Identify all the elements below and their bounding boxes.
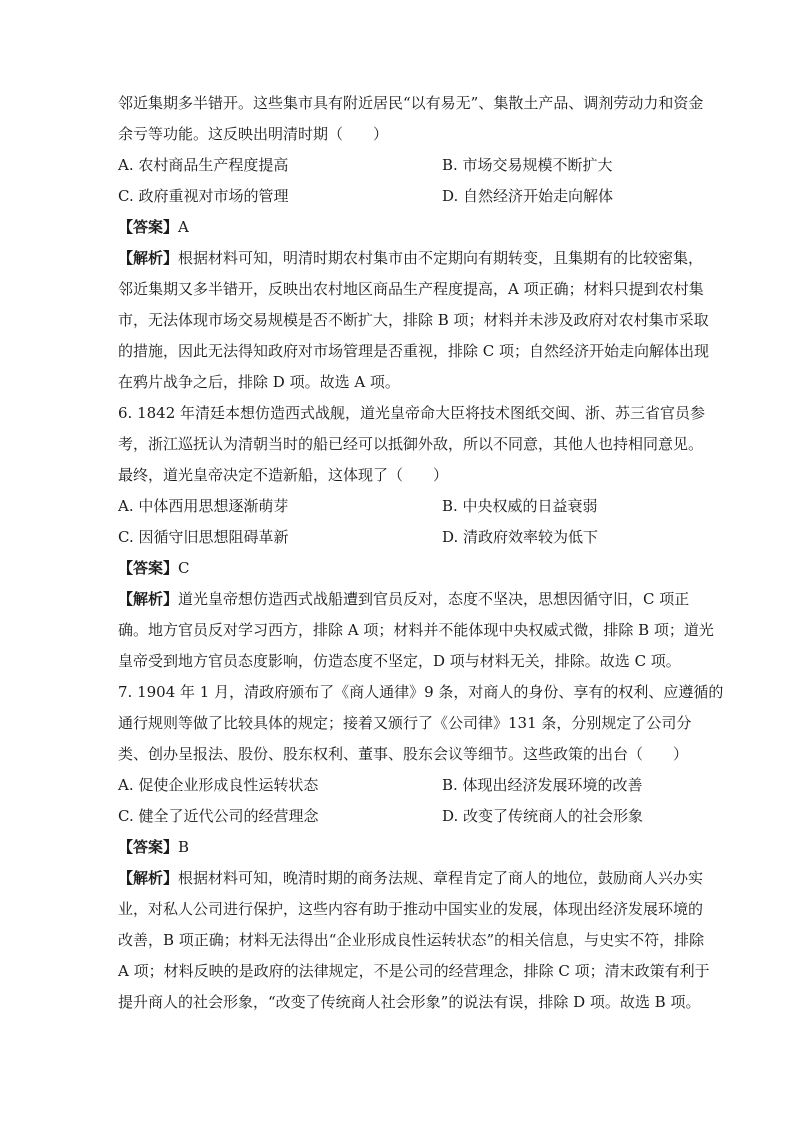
analysis-line: 业，对私人公司进行保护，这些内容有助于推动中国实业的发展，体现出经济发展环境的 (118, 900, 704, 918)
option-a: A. 中体西用思想逐渐萌芽 (118, 497, 289, 515)
options-row (118, 181, 678, 212)
answer-line (118, 553, 678, 584)
analysis-line: 的措施，因此无法得知政府对市场管理是否重视，排除 C 项；自然经济开始走向解体出现 (118, 342, 710, 360)
answer-line (118, 212, 678, 243)
option-c: C. 健全了近代公司的经营理念 (118, 807, 319, 825)
question-stem-line: 通行规则等做了比较具体的规定；接着又颁行了《公司律》131 条，分别规定了公司分 (118, 714, 692, 732)
answer-line (118, 832, 678, 863)
analysis-line: 市，无法体现市场交易规模是否不断扩大，排除 B 项；材料并未涉及政府对农村集市采取 (118, 311, 709, 329)
analysis-label: 【解析】 (118, 869, 179, 887)
analysis-label: 【解析】 (118, 249, 179, 267)
answer-value: A (178, 218, 189, 236)
option-a: A. 农村商品生产程度提高 (118, 156, 289, 174)
option-d: D. 清政府效率较为低下 (442, 528, 599, 546)
option-b: B. 体现出经济发展环境的改善 (442, 776, 643, 794)
option-b: B. 中央权威的日益衰弱 (442, 497, 598, 515)
question-7 (118, 677, 724, 1018)
question-stem-line: 余亏等功能。这反映出明清时期（ ） (118, 125, 389, 143)
analysis-line (118, 243, 704, 274)
question-5 (118, 88, 710, 398)
question-stem-line: 最终，道光皇帝决定不造新船，这体现了（ ） (118, 466, 449, 484)
options-row (118, 491, 678, 522)
options-row (118, 522, 678, 553)
option-c: C. 政府重视对市场的管理 (118, 187, 289, 205)
options-row (118, 150, 678, 181)
analysis-line: 提升商人的社会形象，“改变了传统商人社会形象”的说法有误，排除 D 项。故选 B 项。 (118, 993, 701, 1011)
analysis-line: 确。地方官员反对学习西方，排除 A 项；材料并不能体现中央权威式微，排除 B 项；道光 (118, 621, 714, 639)
analysis-text: 根据材料可知，明清时期农村集市由不定期向有期转变，且集期有的比较密集， (178, 249, 704, 267)
analysis-text: 道光皇帝想仿造西式战船遭到官员反对，态度不坚决，思想因循守旧，C 项正 (178, 590, 690, 608)
analysis-line: A 项；材料反映的是政府的法律规定，不是公司的经营理念，排除 C 项；清末政策有利于 (118, 962, 710, 980)
analysis-line: 改善，B 项正确；材料无法得出“企业形成良性运转状态”的相关信息，与史实不符，排除 (118, 931, 705, 949)
analysis-line: 邻近集期又多半错开，反映出农村地区商品生产程度提高，A 项正确；材料只提到农村集 (118, 280, 704, 298)
answer-value: C (178, 559, 190, 577)
question-stem-line: 考，浙江巡抚认为清朝当时的船已经可以抵御外敌，所以不同意，其他人也持相同意见。 (118, 435, 704, 453)
document-page (118, 88, 724, 1018)
answer-label: 【答案】 (118, 559, 179, 577)
question-stem-line: 类、创办呈报法、股份、股东权利、董事、股东会议等细节。这些政策的出台（ ） (118, 745, 689, 763)
question-stem-line: 6. 1842 年清廷本想仿造西式战舰，道光皇帝命大臣将技术图纸交闽、浙、苏三省官员参 (118, 404, 706, 422)
option-c: C. 因循守旧思想阻碍革新 (118, 528, 289, 546)
analysis-line (118, 863, 704, 894)
analysis-label: 【解析】 (118, 590, 179, 608)
option-d: D. 自然经济开始走向解体 (442, 187, 614, 205)
question-stem-line: 邻近集期多半错开。这些集市具有附近居民“以有易无”、集散土产品、调剂劳动力和资金 (118, 94, 704, 112)
option-b: B. 市场交易规模不断扩大 (442, 156, 613, 174)
analysis-line: 皇帝受到地方官员态度影响，仿造态度不坚定，D 项与材料无关，排除。故选 C 项。 (118, 652, 681, 670)
options-row (118, 770, 678, 801)
answer-value: B (178, 838, 190, 856)
analysis-line (118, 584, 690, 615)
option-d: D. 改变了传统商人的社会形象 (442, 807, 644, 825)
analysis-text: 根据材料可知，晚清时期的商务法规、章程肯定了商人的地位，鼓励商人兴办实 (178, 869, 704, 887)
answer-label: 【答案】 (118, 838, 179, 856)
options-row (118, 801, 678, 832)
question-stem-line: 7. 1904 年 1 月，清政府颁布了《商人通律》9 条，对商人的身份、享有的权利、应遵循的 (118, 683, 724, 701)
question-6 (118, 398, 714, 677)
analysis-line: 在鸦片战争之后，排除 D 项。故选 A 项。 (118, 373, 400, 391)
answer-label: 【答案】 (118, 218, 179, 236)
option-a: A. 促使企业形成良性运转状态 (118, 776, 319, 794)
